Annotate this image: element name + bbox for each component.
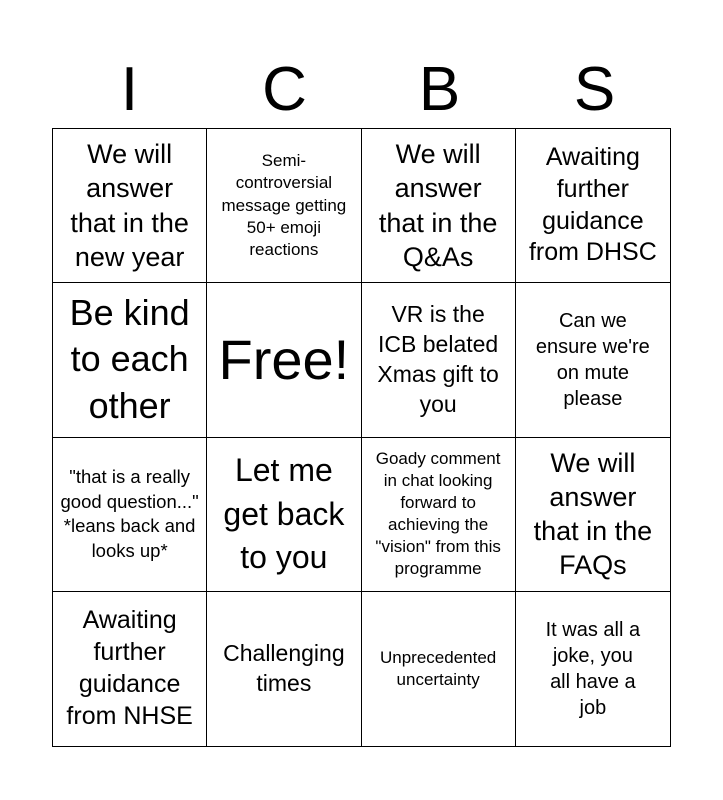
bingo-cell[interactable]: We will answer that in the Q&As — [362, 129, 516, 283]
header-letter-c: C — [262, 55, 307, 124]
bingo-cell[interactable]: Awaiting further guidance from DHSC — [516, 129, 670, 283]
bingo-cell[interactable]: Challenging times — [207, 592, 361, 746]
bingo-header — [52, 52, 672, 128]
bingo-cell[interactable]: Awaiting further guidance from NHSE — [53, 592, 207, 746]
bingo-cell[interactable]: It was all a joke, you all have a job — [545, 618, 641, 719]
bingo-cell[interactable]: "that is a really good question..." *leans back and looks up* — [53, 438, 207, 592]
header-letter-i: I — [120, 55, 139, 124]
bingo-cell[interactable]: We will answer that in the new year — [53, 129, 207, 283]
bingo-cell[interactable]: VR is the ICB belated Xmas gift to you — [362, 283, 516, 437]
bingo-grid — [52, 128, 671, 747]
bingo-cell[interactable]: Be kind to each other — [53, 283, 207, 437]
bingo-cell[interactable]: Unprecedented uncertainty — [362, 592, 516, 746]
bingo-cell[interactable]: Let me get back to you — [207, 438, 361, 592]
bingo-cell[interactable]: Can we ensure we're on mute please — [516, 283, 670, 437]
header-letter-s: S — [573, 55, 616, 124]
header-letter-b: B — [418, 55, 461, 124]
bingo-cell[interactable]: Semi-controversial message getting 50+ emoji reactions — [207, 129, 361, 283]
bingo-cell[interactable]: We will answer that in the FAQs — [516, 438, 670, 592]
free-space-cell[interactable]: Free! — [207, 283, 361, 437]
bingo-cell[interactable]: Goady comment in chat looking forward to achieving the "vision" from this programme — [362, 438, 516, 592]
